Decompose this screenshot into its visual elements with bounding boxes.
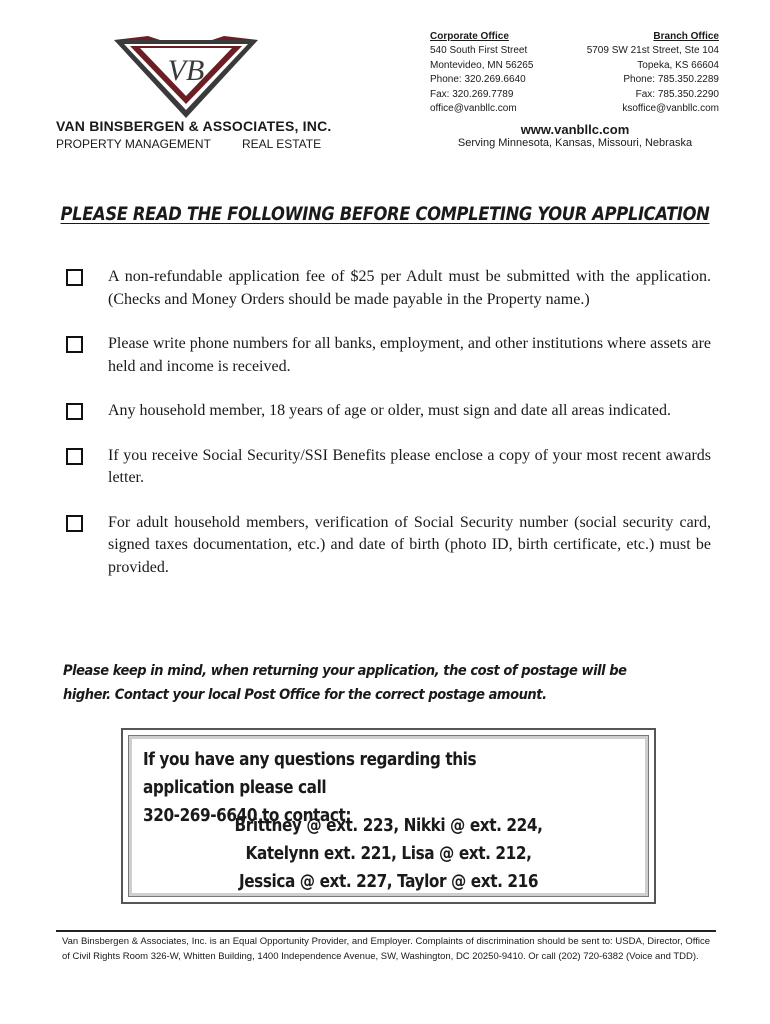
checkbox[interactable]: [66, 448, 83, 465]
checklist-item-text: Please write phone numbers for all banks, employment, and other institutions where assets are held and income is received.: [108, 335, 711, 375]
division-real-estate: REAL ESTATE: [242, 137, 322, 151]
corporate-office-heading: Corporate Office: [430, 31, 509, 42]
checklist-item: [66, 333, 711, 378]
postage-notice: Please keep in mind, when returning your application, the cost of postage will be higher. Contact your local Post Office for the correct postage amount.: [63, 663, 627, 703]
checkbox[interactable]: [66, 336, 83, 353]
checkbox[interactable]: [66, 269, 83, 286]
checkbox[interactable]: [66, 403, 83, 420]
footer-divider: [56, 930, 716, 932]
website-link[interactable]: www.vanbllc.com: [520, 122, 630, 137]
division-property-management: PROPERTY MANAGEMENT: [56, 137, 211, 151]
checkbox[interactable]: [66, 515, 83, 532]
checklist-item-text: If you receive Social Security/SSI Benefits please enclose a copy of your most recent awards letter.: [108, 446, 711, 486]
branch-office-city: Topeka, KS 66604: [637, 59, 719, 71]
branch-office-block: [560, 30, 719, 116]
corporate-office-address: 540 South First Street: [430, 45, 528, 57]
checklist-item-text: Any household member, 18 years of age or older, must sign and date all areas indicated.: [108, 402, 671, 419]
branch-office-address: 5709 SW 21st Street, Ste 104: [586, 45, 719, 57]
contact-names: [168, 812, 609, 896]
corporate-office-city: Montevideo, MN 56265: [430, 59, 534, 71]
contact-names-line: Brittney @ ext. 223, Nikki @ ext. 224,: [234, 815, 543, 836]
contact-intro-phone-line: 320-269-6640 to contact:: [143, 805, 352, 826]
checklist-item: [66, 400, 711, 423]
contact-intro-line: If you have any questions regarding this application please call: [143, 749, 477, 798]
corporate-office-phone: Phone: 320.269.6640: [430, 74, 526, 86]
corporate-office-fax: Fax: 320.269.7789: [430, 88, 514, 100]
company-logo: [112, 34, 260, 122]
instructions-checklist: [66, 266, 711, 579]
vb-logo-graphic: [112, 34, 260, 122]
corporate-office-email: office@vanbllc.com: [430, 103, 517, 115]
footer-disclaimer: Van Binsbergen & Associates, Inc. is an Equal Opportunity Provider, and Employer. Complaints of discrimination should be sent to: USDA, Director, Office of Civil Rights Room 326-W, Whitten Building, 1400 Independence Avenue, SW, Washington, DC 20250-9410. Or call (202) 720-6382 (Voice and TDD).: [62, 936, 710, 962]
branch-office-heading: Branch Office: [653, 31, 719, 42]
logo-initials: VB: [167, 54, 205, 87]
contact-box-inner: [128, 735, 649, 897]
checklist-item: [66, 512, 711, 580]
checklist-item-text: For adult household members, verification of Social Security number (social security card, signed taxes documentation, etc.) and date of birth (photo ID, birth certificate, etc.) must be provided.: [108, 513, 711, 576]
contact-names-line: Katelynn ext. 221, Lisa @ ext. 212,: [245, 843, 532, 864]
corporate-office-block: [430, 30, 533, 116]
contact-box: [121, 728, 656, 904]
contact-names-line: Jessica @ ext. 227, Taylor @ ext. 216: [238, 871, 539, 892]
branch-office-email: ksoffice@vanbllc.com: [622, 103, 719, 115]
checklist-item-text: A non-refundable application fee of $25 per Adult must be submitted with the application. (Checks and Money Orders should be made payable in the Property name.): [108, 268, 711, 308]
checklist-item: [66, 266, 711, 311]
branch-office-phone: Phone: 785.350.2289: [623, 74, 719, 86]
page-title: PLEASE READ THE FOLLOWING BEFORE COMPLETING YOUR APPLICATION: [60, 203, 710, 225]
service-area: Serving Minnesota, Kansas, Missouri, Nebraska: [457, 137, 693, 149]
branch-office-fax: Fax: 785.350.2290: [635, 88, 719, 100]
company-name: VAN BINSBERGEN & ASSOCIATES, INC.: [56, 118, 332, 134]
checklist-item: [66, 445, 711, 490]
